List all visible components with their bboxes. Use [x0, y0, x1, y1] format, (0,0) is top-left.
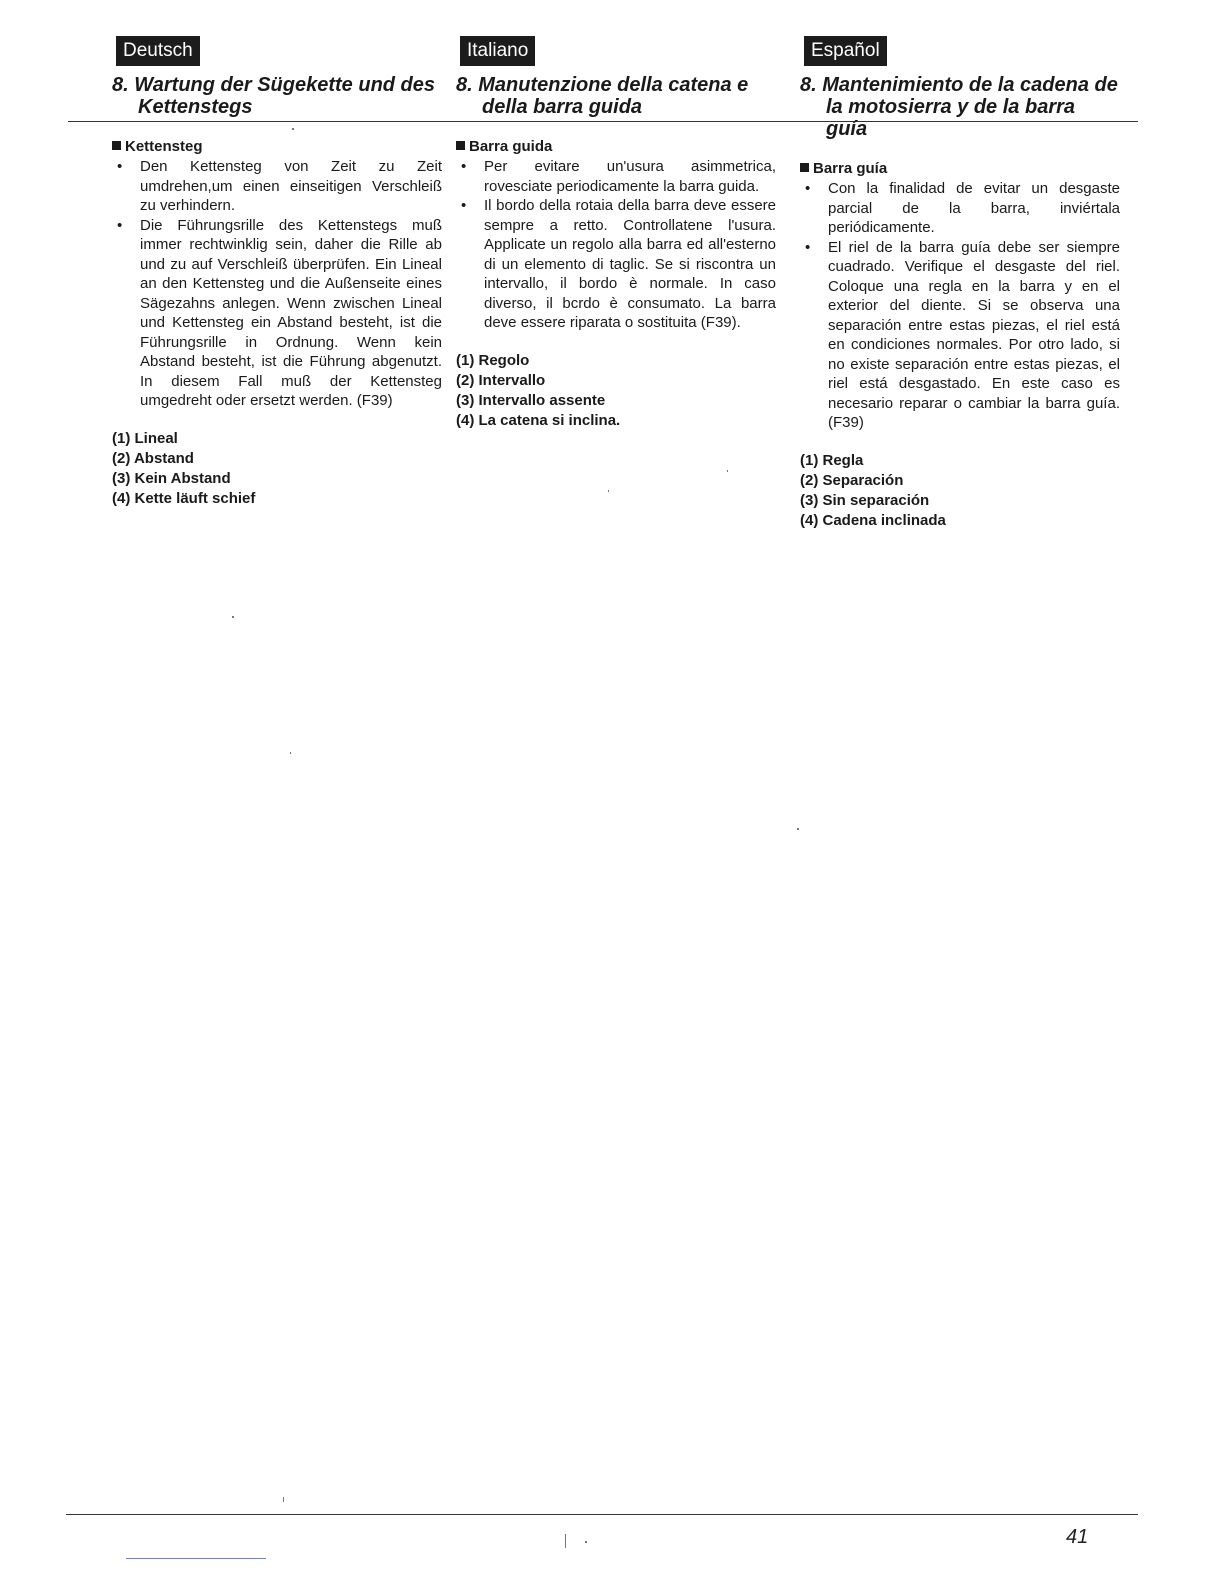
section-heading: 8. Manutenzione della catena e della barra guida [456, 74, 749, 118]
subsection-title [456, 138, 776, 155]
list-item [800, 179, 1120, 238]
figure-legend [800, 451, 1120, 531]
language-tab-italiano: Italiano [460, 36, 535, 66]
legend-item: (2) Separación [800, 471, 904, 489]
figure-legend [456, 351, 776, 431]
bullet-dot-icon: • [461, 158, 467, 175]
list-item [456, 196, 776, 333]
legend-item: (3) Intervallo assente [456, 391, 606, 409]
legend-item: (1) Lineal [112, 429, 178, 447]
language-tab-deutsch: Deutsch [116, 36, 200, 66]
subsection-title [112, 138, 442, 155]
scan-speck [290, 752, 291, 754]
subsection-label: Barra guida [469, 138, 553, 155]
scan-speck [283, 1497, 284, 1502]
subsection-label: Kettensteg [125, 138, 203, 155]
square-bullet-icon [112, 141, 121, 150]
list-item-text: Den Kettensteg von Zeit zu Zeit umdrehen,um einen einseitigen Verschleiß zu verhindern. [140, 158, 442, 214]
scan-speck [608, 490, 609, 492]
scan-speck [727, 470, 728, 472]
legend-item: (2) Abstand [112, 449, 194, 467]
scan-artifact-line [126, 1558, 266, 1559]
legend-item: (1) Regla [800, 451, 864, 469]
legend-item: (4) Cadena inclinada [800, 511, 946, 529]
square-bullet-icon [456, 141, 465, 150]
column-deutsch [112, 36, 442, 509]
column-italiano [456, 36, 776, 431]
legend-item: (4) Kette läuft schief [112, 489, 256, 507]
list-item [112, 157, 442, 216]
scan-speck [232, 616, 234, 618]
list-item [800, 238, 1120, 433]
bullet-dot-icon: • [117, 216, 123, 234]
list-item-text: Die Führungsrille des Kettenstegs muß immer rechtwinklig sein, daher die Rille ab und zu auf Verschleiß überprüfen. Ein Lineal an den Kettensteg und die Außenseite eines Sägezahns anlegen. Wenn zwischen Lineal und Kettensteg ein Abstand besteht, ist die Führungsrille in Ordnung. Wenn kein Abstand besteht, ist die Führung abgenutzt. In diesem Fall muß der Kettensteg umgedreht oder ersetzt werden. (F39) [140, 216, 442, 409]
instruction-list [800, 179, 1120, 433]
legend-item: (2) Intervallo [456, 371, 546, 389]
list-item [456, 157, 776, 196]
square-bullet-icon [800, 163, 809, 172]
list-item-text: Per evitare un'usura asimmetrica, rovesciate periodicamente la barra guida. [484, 158, 776, 195]
legend-item: (3) Kein Abstand [112, 469, 231, 487]
section-heading: 8. Wartung der Sügekette und des Kettenstegs [112, 74, 436, 118]
list-item-text: El riel de la barra guía debe ser siempre cuadrado. Verifique el desgaste del riel. Coloque una regla en la barra y en el exterior del diente. Si se observa una separación entre estas piezas, el riel está en condiciones normales. Por otro lado, si no existe separación entre estas piezas, el riel está desgastado. En este caso es necesario reparar o cambiar la barra guía. (F39) [828, 238, 1120, 431]
list-item [112, 216, 442, 411]
subsection-label: Barra guía [813, 160, 888, 177]
section-heading: 8. Mantenimiento de la cadena de la motosierra y de la barra guía [800, 74, 1118, 140]
scan-speck [797, 828, 799, 830]
subsection-title [800, 160, 1120, 177]
language-tab-espanol: Español [804, 36, 887, 66]
bullet-dot-icon: • [117, 158, 123, 175]
bullet-dot-icon: • [805, 180, 811, 197]
page-number: 41 [1066, 1526, 1089, 1548]
instruction-list [112, 157, 442, 411]
column-espanol [800, 36, 1120, 531]
bullet-dot-icon: • [461, 197, 467, 214]
legend-item: (3) Sin separación [800, 491, 930, 509]
footer-divider [66, 1514, 1138, 1515]
scan-speck [585, 1541, 587, 1543]
scan-speck [292, 128, 294, 130]
bullet-dot-icon: • [805, 238, 811, 256]
figure-legend [112, 429, 442, 509]
list-item-text: Con la finalidad de evitar un desgaste parcial de la barra, inviértala periódicamente. [828, 180, 1120, 236]
scan-speck [565, 1534, 566, 1548]
legend-item: (4) La catena si inclina. [456, 411, 621, 429]
instruction-list [456, 157, 776, 333]
list-item-text: Il bordo della rotaia della barra deve essere sempre a retto. Controllatene l'usura. Applicate un regolo alla barra ed all'esterno di un elemento di taglic. Se si riscontra un intervallo, il bordo è normale. In caso diverso, il bcrdo è consumato. La barra deve essere riparata o sostituita (F39). [484, 197, 776, 331]
legend-item: (1) Regolo [456, 351, 530, 369]
